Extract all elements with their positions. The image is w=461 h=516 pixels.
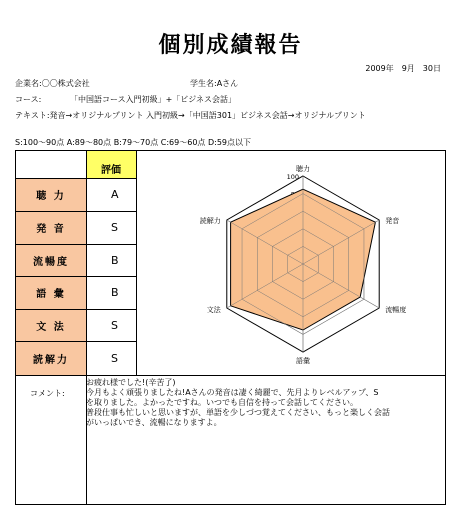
comment-line: 普段仕事も忙しいと思いますが、単語を少しづつ覚えてください、もっと楽しく会話: [86, 408, 390, 417]
report-date: 2009年 9月 30日: [365, 64, 441, 73]
comment-line: を取りました。よかったですね。いつでも自信を持って会話してください。: [86, 398, 358, 407]
axis-category-label: 聴力: [296, 165, 310, 173]
comment-line: がいっぱいでき、流暢になりますよ。: [86, 418, 222, 427]
row-grade-fluency: B: [111, 253, 119, 267]
grade-scale: S:100〜90点 A:89〜80点 B:79〜70点 C:69〜60点 D:59点以下: [15, 138, 251, 147]
divider: [16, 341, 136, 342]
axis-category-label: 語彙: [296, 357, 310, 365]
row-label-listening: 聴 力: [16, 178, 86, 211]
row-label-grammar: 文 法: [16, 309, 86, 341]
report-table: [15, 150, 446, 505]
grade-header: 評価: [86, 151, 136, 178]
row-grade-listening: A: [111, 188, 119, 201]
axis-category-label: 発音: [385, 217, 400, 225]
row-grade-grammar: S: [111, 318, 118, 332]
divider: [16, 244, 136, 245]
axis-category-label: 読解力: [199, 217, 221, 225]
divider: [86, 178, 136, 179]
comment-line: 今月もよく頑張りましたね!Aさんの発音は凄く綺麗で、先月よりレベルアップ、S: [86, 388, 379, 397]
radar-chart: [171, 161, 441, 373]
course-label: コース:: [15, 95, 42, 104]
divider: [16, 375, 445, 376]
company-name: 企業名:〇〇株式会社: [15, 79, 90, 88]
comment-body: [86, 378, 390, 428]
row-label-pronunciation: 発 音: [16, 211, 86, 244]
page-title: 個別成績報告: [158, 33, 303, 58]
divider: [16, 211, 136, 212]
row-label-reading: 読解力: [16, 341, 86, 375]
student-name: 学生名:Aさん: [190, 79, 239, 88]
divider: [16, 276, 136, 277]
comment-label: コメント:: [30, 389, 65, 398]
comment-line: お疲れ様でした!(辛苦了): [86, 378, 176, 387]
tick-label: 100: [286, 173, 299, 181]
divider: [16, 309, 136, 310]
divider: [136, 151, 137, 375]
row-grade-vocabulary: B: [111, 286, 119, 299]
row-label-fluency: 流暢度: [16, 244, 86, 276]
axis-category-label: 流暢度: [385, 306, 407, 314]
axis-category-label: 文法: [206, 306, 221, 314]
divider: [16, 178, 86, 179]
row-grade-pronunciation: S: [111, 221, 118, 234]
row-label-vocabulary: 語 彙: [16, 276, 86, 309]
course-name: 「中国語コース入門初級」+「ビジネス会話」: [70, 95, 237, 104]
divider: [86, 151, 87, 505]
textbook-info: テキスト:発音→オリジナルプリント 入門初級→「中国語301」ビジネス会話→オリジナルプリント: [15, 111, 366, 120]
row-grade-reading: S: [111, 351, 118, 365]
